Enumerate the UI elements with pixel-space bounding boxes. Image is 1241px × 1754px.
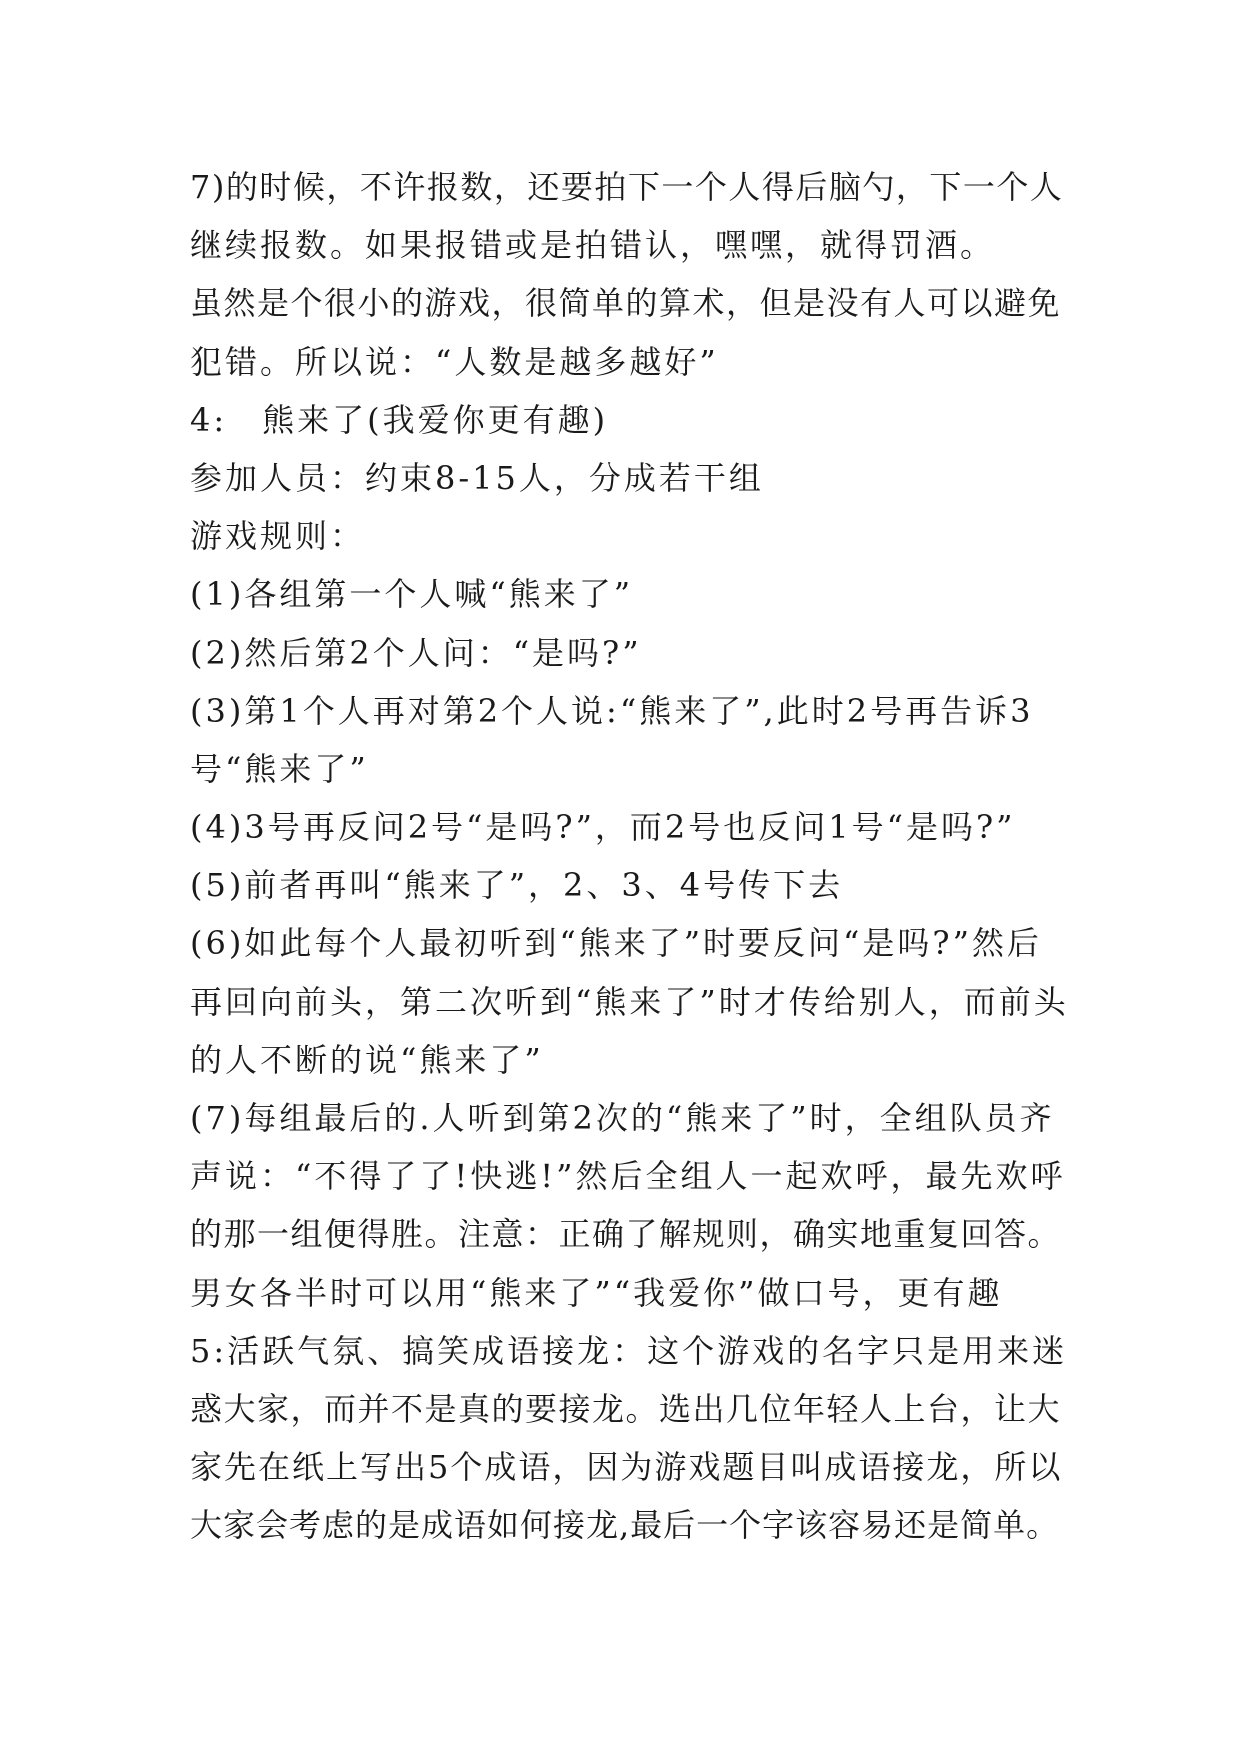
text-line: 声说：“不得了了!快逃!”然后全组人一起欢呼，最先欢呼 bbox=[190, 1157, 1066, 1196]
text-line: 虽然是个很小的游戏，很简单的算术，但是没有人可以避免 bbox=[190, 284, 1062, 323]
text-line: 参加人员：约束8-15人，分成若干组 bbox=[190, 458, 764, 497]
text-line: 惑大家，而并不是真的要接龙。选出几位年轻人上台，让大 bbox=[190, 1389, 1062, 1428]
document-body bbox=[190, 158, 1070, 1555]
text-line: 犯错。所以说：“人数是越多越好” bbox=[190, 342, 719, 381]
rule-item: (5)前者再叫“熊来了”，2、3、4号传下去 bbox=[190, 866, 844, 905]
section-heading-4: 4: 熊来了(我爱你更有趣) bbox=[190, 400, 609, 439]
text-line: 的那一组便得胜。注意：正确了解规则，确实地重复回答。 bbox=[190, 1215, 1062, 1254]
text-line: 大家会考虑的是成语如何接龙,最后一个字该容易还是简单。 bbox=[190, 1506, 1060, 1545]
rule-item: (2)然后第2个人问：“是吗?” bbox=[190, 633, 642, 672]
text-line: 继续报数。如果报错或是拍错认，嘿嘿，就得罚酒。 bbox=[190, 226, 996, 265]
rule-item: (3)第1个人再对第2个人说:“熊来了”,此时2号再告诉3 bbox=[190, 691, 1034, 730]
text-line: 游戏规则： bbox=[190, 517, 366, 556]
text-line: 男女各半时可以用“熊来了”“我爱你”做口号，更有趣 bbox=[190, 1273, 1003, 1312]
text-line: 号“熊来了” bbox=[190, 749, 369, 788]
rule-item: (7)每组最后的.人听到第2次的“熊来了”时，全组队员齐 bbox=[190, 1099, 1055, 1137]
text-line: 7)的时候，不许报数，还要拍下一个人得后脑勺，下一个人 bbox=[190, 168, 1064, 206]
rule-item: (1)各组第一个人喊“熊来了” bbox=[190, 575, 634, 614]
rule-item: (6)如此每个人最初听到“熊来了”时要反问“是吗?”然后 bbox=[190, 924, 1042, 963]
text-line: 家先在纸上写出5个成语，因为游戏题目叫成语接龙，所以 bbox=[190, 1448, 1063, 1487]
rule-item: (4)3号再反问2号“是吗?”，而2号也反问1号“是吗?” bbox=[190, 808, 1016, 847]
text-line: 的人不断的说“熊来了” bbox=[190, 1040, 544, 1079]
section-heading-5: 5:活跃气氛、搞笑成语接龙：这个游戏的名字只是用来迷 bbox=[190, 1331, 1068, 1370]
text-line: 再回向前头，第二次听到“熊来了”时才传给别人，而前头 bbox=[190, 982, 1069, 1021]
